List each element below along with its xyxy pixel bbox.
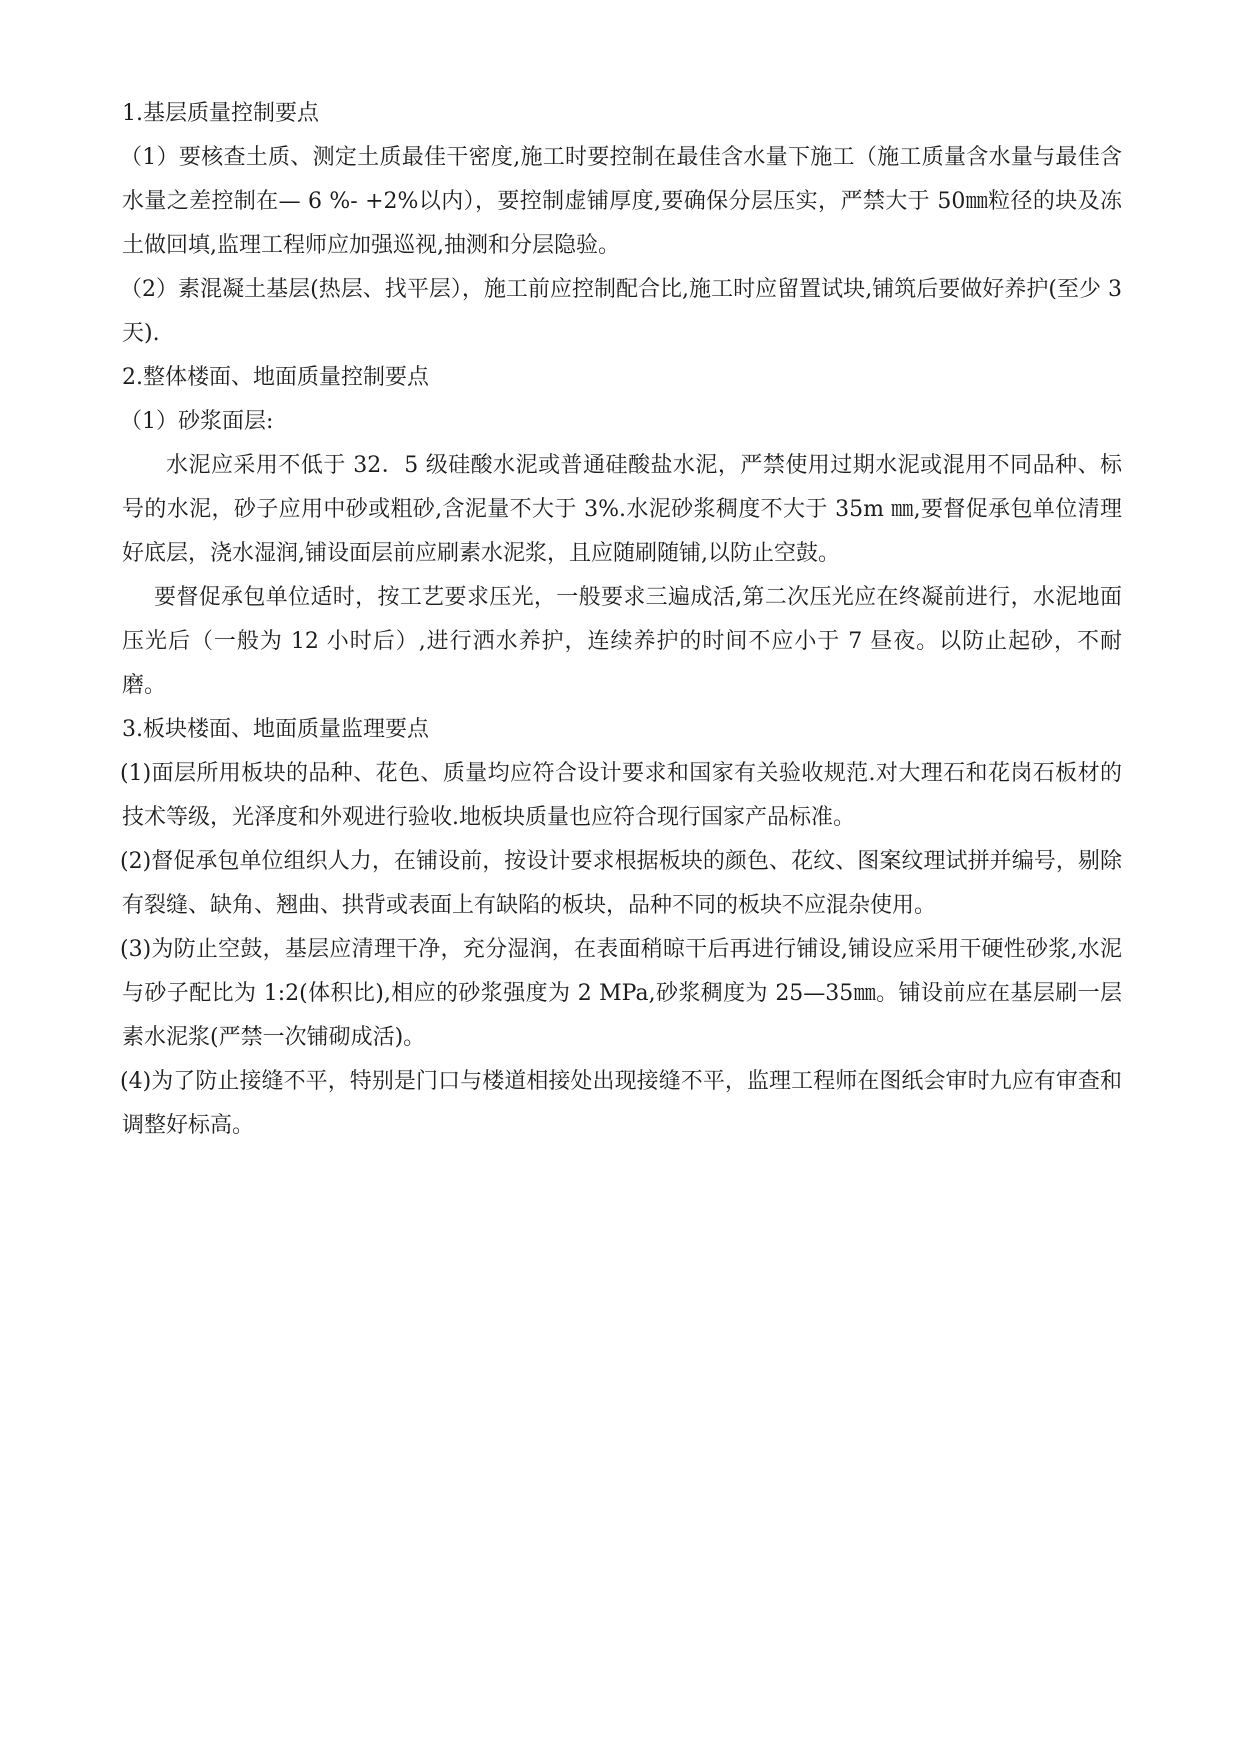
- section-3-item-2: (2)督促承包单位组织人力，在铺设前，按设计要求根据板块的颜色、花纹、图案纹理试拼并编号，剔除有裂缝、缺角、翘曲、拱背或表面上有缺陷的板块，品种不同的板块不应混杂使用。: [120, 849, 1122, 918]
- section-1-item-2: （2）素混凝土基层(热层、找平层），施工前应控制配合比,施工时应留置试块,铺筑后要做好养护(至少 3 天).: [120, 277, 1122, 346]
- section-3-item-4: (4)为了防止接缝不平，特别是门口与楼道相接处出现接缝不平，监理工程师在图纸会审时九应有审查和调整好标高。: [120, 1069, 1122, 1138]
- section-2-paragraph-cement: 水泥应采用不低于 32．5 级硅酸水泥或普通硅酸盐水泥，严禁使用过期水泥或混用不同品种、标号的水泥，砂子应用中砂或粗砂,含泥量不大于 3%.水泥砂浆稠度不大于 35m ㎜,要督促承包单位清理好底层，浇水湿润,铺设面层前应刷素水泥浆，且应随刷随铺,以防止空鼓。: [122, 453, 1122, 566]
- section-2-item-1: （1）砂浆面层:: [120, 409, 274, 434]
- section-3-heading: 3.板块楼面、地面质量监理要点: [122, 717, 429, 742]
- section-3-item-1: (1)面层所用板块的品种、花色、质量均应符合设计要求和国家有关验收规范.对大理石和花岗石板材的技术等级，光泽度和外观进行验收.地板块质量也应符合现行国家产品标准。: [120, 761, 1122, 830]
- document-body: [122, 92, 1122, 1148]
- section-1-heading: 1.基层质量控制要点: [122, 101, 319, 126]
- section-1-item-1: （1）要核查土质、测定土质最佳干密度,施工时要控制在最佳含水量下施工（施工质量含水量与最佳含水量之差控制在— 6 %- +2%以内），要控制虚铺厚度,要确保分层压实，严禁大于 50㎜粒径的块及冻土做回填,监理工程师应加强巡视,抽测和分层隐验。: [120, 145, 1122, 258]
- section-2-paragraph-polishing: 要督促承包单位适时，按工艺要求压光，一般要求三遍成活,第二次压光应在终凝前进行，水泥地面压光后（一般为 12 小时后）,进行洒水养护，连续养护的时间不应小于 7 昼夜。以防止起砂，不耐磨。: [122, 585, 1122, 698]
- section-2-heading: 2.整体楼面、地面质量控制要点: [122, 365, 429, 390]
- section-3-item-3: (3)为防止空鼓，基层应清理干净，充分湿润，在表面稍晾干后再进行铺设,铺设应采用干硬性砂浆,水泥与砂子配比为 1:2(体积比),相应的砂浆强度为 2 MPa,砂浆稠度为 25—35㎜。铺设前应在基层刷一层素水泥浆(严禁一次铺砌成活)。: [120, 937, 1122, 1050]
